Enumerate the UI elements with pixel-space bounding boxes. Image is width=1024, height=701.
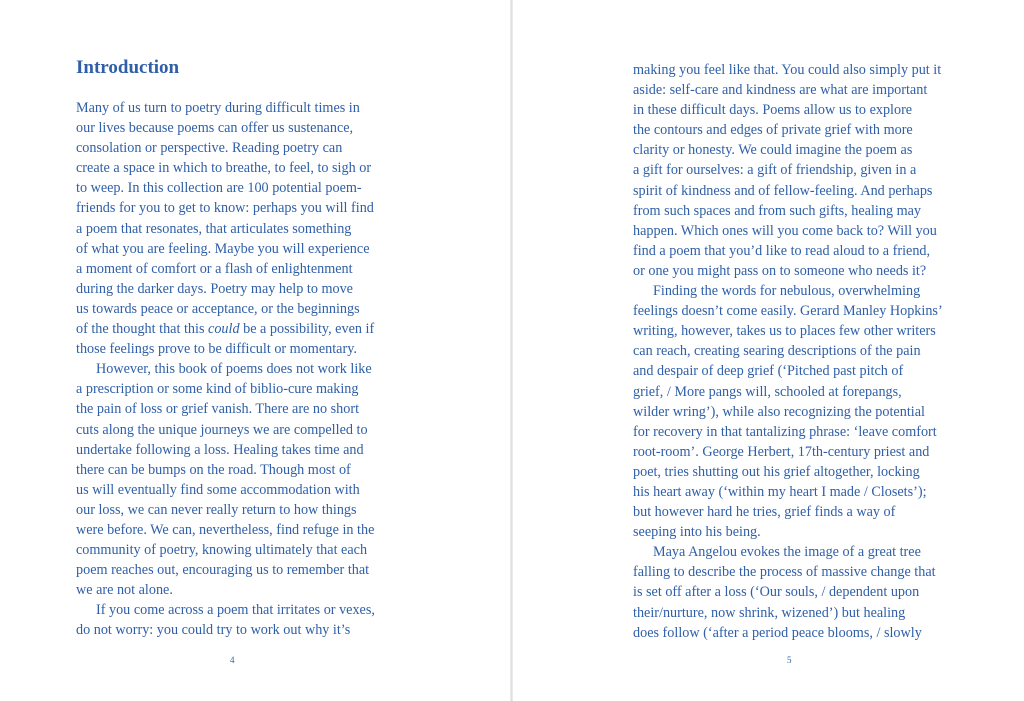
page-number-left: 4 xyxy=(230,655,235,665)
right-page-body xyxy=(633,60,963,643)
text-line: root-room’. George Herbert, 17th-century priest and xyxy=(633,443,930,460)
text-line: from such spaces and from such gifts, healing may xyxy=(633,202,922,219)
text-line: Many of us turn to poetry during difficult times in xyxy=(76,100,360,116)
text-line: is set off after a loss (‘Our souls, / dependent upon xyxy=(633,584,920,601)
text-line: for recovery in that tantalizing phrase: ‘leave comfort xyxy=(633,423,937,440)
text-line: and despair of deep grief (‘Pitched past pitch of xyxy=(633,363,904,380)
text-line: grief, / More pangs will, schooled at forepangs, xyxy=(633,383,902,400)
text-line: a gift for ourselves: a gift of friendship, given in a xyxy=(633,162,917,179)
text-line: writing, however, takes us to places few other writers xyxy=(633,323,936,340)
text-line: making you feel like that. You could also simply put it xyxy=(633,62,942,78)
text-line: us towards peace or acceptance, or the beginnings xyxy=(76,300,360,317)
text-line xyxy=(76,319,396,339)
text-line: seeping into his being. xyxy=(633,524,761,541)
text-line: spirit of kindness and of fellow-feeling. And perhaps xyxy=(633,182,933,199)
text-line: Maya Angelou evokes the image of a great tree xyxy=(653,544,921,561)
text-line: or one you might pass on to someone who needs it? xyxy=(633,262,927,279)
text-line: consolation or perspective. Reading poetry can xyxy=(76,140,343,157)
text-line: were before. We can, nevertheless, find refuge in the xyxy=(76,521,375,538)
left-page xyxy=(0,0,510,701)
text-line: a prescription or some kind of biblio-cure making xyxy=(76,381,359,398)
text-line: a moment of comfort or a flash of enlightenment xyxy=(76,260,353,277)
text-line: the pain of loss or grief vanish. There are no short xyxy=(76,401,360,418)
text-line: a poem that resonates, that articulates something xyxy=(76,220,352,237)
text-line: of what you are feeling. Maybe you will experience xyxy=(76,240,370,257)
text-line: aside: self-care and kindness are what are important xyxy=(633,82,928,99)
text-line: their/nurture, now shrink, wizened’) but healing xyxy=(633,604,906,621)
text-line: If you come across a poem that irritates or vexes, xyxy=(96,602,375,619)
text-line: community of poetry, knowing ultimately that each xyxy=(76,542,368,559)
text-line: undertake following a loss. Healing takes time and xyxy=(76,441,364,458)
chapter-heading: Introduction xyxy=(76,57,180,78)
text-line: we are not alone. xyxy=(76,582,173,599)
text-line: falling to describe the process of massive change that xyxy=(633,564,936,581)
text-line: the contours and edges of private grief with more xyxy=(633,122,913,139)
text-line: happen. Which ones will you come back to? Will you xyxy=(633,222,937,239)
text-line: do not worry: you could try to work out why it’s xyxy=(76,622,351,639)
text-line: our loss, we can never really return to how things xyxy=(76,501,357,518)
text-line: during the darker days. Poetry may help to move xyxy=(76,280,353,297)
text-line: create a space in which to breathe, to feel, to sigh or xyxy=(76,160,372,177)
text-line: friends for you to get to know: perhaps you will find xyxy=(76,200,374,217)
text-line: does follow (‘after a period peace blooms, / slowly xyxy=(633,624,922,641)
text-line: there can be bumps on the road. Though most of xyxy=(76,461,351,478)
text-line: can reach, creating searing descriptions of the pain xyxy=(633,343,921,360)
text-line: wilder wring’), while also recognizing the potential xyxy=(633,403,925,420)
left-page-body xyxy=(76,98,396,641)
text-line: find a poem that you’d like to read aloud to a friend, xyxy=(633,242,931,259)
text-line: However, this book of poems does not work like xyxy=(96,361,372,378)
right-page xyxy=(513,0,1024,701)
text-line: cuts along the unique journeys we are compelled to xyxy=(76,421,368,438)
emphasized-word: could xyxy=(208,321,240,338)
text-line: Finding the words for nebulous, overwhelming xyxy=(653,283,921,300)
text-fragment: of the thought that this xyxy=(76,321,209,338)
text-line: us will eventually find some accommodation with xyxy=(76,481,360,498)
text-line: clarity or honesty. We could imagine the poem as xyxy=(633,142,913,159)
text-line: poet, tries shutting out his grief altogether, locking xyxy=(633,463,920,480)
text-line: feelings doesn’t come easily. Gerard Manley Hopkins’ xyxy=(633,303,943,320)
text-line: poem reaches out, encouraging us to remember that xyxy=(76,562,370,579)
text-fragment: be a possibility, even if xyxy=(239,321,375,338)
page-number-right: 5 xyxy=(787,655,792,665)
text-line: to weep. In this collection are 100 potential poem- xyxy=(76,180,362,197)
text-line: but however hard he tries, grief finds a way of xyxy=(633,504,896,521)
text-line: in these difficult days. Poems allow us to explore xyxy=(633,102,913,119)
text-line: our lives because poems can offer us sustenance, xyxy=(76,120,354,137)
text-line: his heart away (‘within my heart I made / Closets’); xyxy=(633,483,927,500)
text-line: those feelings prove to be difficult or momentary. xyxy=(76,341,357,358)
